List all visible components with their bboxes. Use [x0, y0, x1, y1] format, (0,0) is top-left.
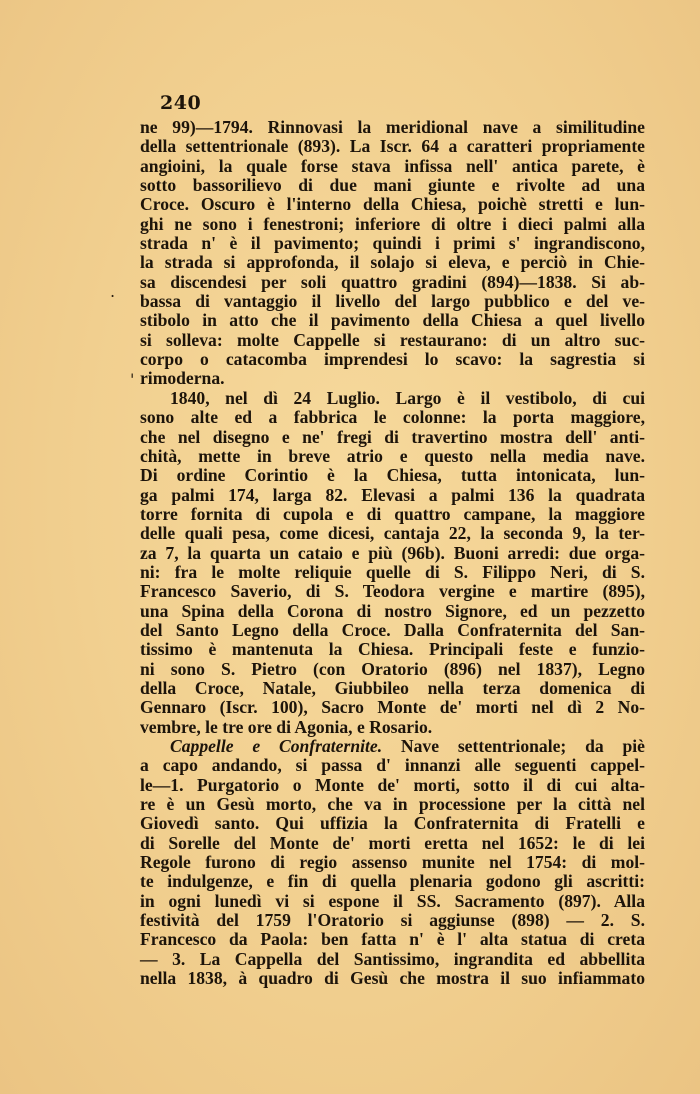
text-line: a capo andando, si passa d' innanzi alle seguenti cappel- [140, 755, 645, 776]
text-line: chità, mette in breve atrio e questo nella media nave. [140, 445, 645, 466]
text-line: te indulgenze, e fin di quella plenaria godono gli ascritti: [140, 871, 645, 892]
text-line: Giovedì santo. Qui uffizia la Confraternita di Fratelli e [140, 813, 645, 834]
text-line: della settentrionale (893). La Iscr. 64 a caratteri propriamente [140, 136, 645, 157]
text-line: ga palmi 174, larga 82. Elevasi a palmi 136 la quadrata [140, 484, 645, 505]
text-line: in ogni lunedì vi si espone il SS. Sacramento (897). Alla [140, 890, 645, 911]
section-heading-line: Cappelle e Confraternite. Nave settentrionale; da piè [170, 736, 645, 756]
text-line: sono alte ed a fabbrica le colonne: la porta maggiore, [140, 407, 645, 428]
text-line: corpo o catacomba imprendesi lo scavo: la sagrestia si [140, 349, 645, 370]
text-line: rimoderna. [140, 368, 225, 389]
text-line: strada n' è il pavimento; quindi i primi s' ingrandiscono, [140, 233, 645, 254]
text-line: ni sono S. Pietro (con Oratorio (896) nel 1837), Legno [140, 658, 645, 679]
text-line: la strada si approfonda, il solajo si eleva, e perciò in Chie- [140, 252, 645, 273]
text-line: che nel disegno e ne' fregi di travertino mostra dell' anti- [140, 426, 645, 447]
text-line: Regole furono di regio assenso munite nel 1754: di mol- [140, 852, 645, 873]
text-line: della Croce, Natale, Giubbileo nella terza domenica di [140, 677, 645, 698]
text-line: nella 1838, à quadro di Gesù che mostra il suo infiammato [140, 968, 645, 989]
text-line: torre fornita di cupola e di quattro campane, la maggiore [140, 503, 645, 524]
text-line: Gennaro (Iscr. 100), Sacro Monte de' morti nel dì 2 No- [140, 697, 645, 718]
text-line: Francesco Saverio, di S. Teodora vergine e martire (895), [140, 581, 645, 602]
paragraph-start-line: 1840, nel dì 24 Luglio. Largo è il vestibolo, di cui [170, 387, 645, 408]
text-line: — 3. La Cappella del Santissimo, ingrandita ed abbellita [140, 948, 645, 969]
text-line: bassa di vantaggio il livello del largo pubblico e del ve- [140, 291, 645, 312]
text-line: ghi ne sono i fenestroni; inferiore di oltre i dieci palmi alla [140, 213, 645, 234]
text-line: Francesco da Paola: ben fatta n' è l' alta statua di creta [140, 929, 645, 950]
text-line: si solleva: molte Cappelle si restaurano: di un altro suc- [140, 329, 645, 350]
text-line: ne 99)—1794. Rinnovasi la meridional nave a similitudine [140, 117, 645, 137]
text-line: ni: fra le molte reliquie quelle di S. Filippo Neri, di S. [140, 561, 645, 582]
text-line: Di ordine Corintio è la Chiesa, tutta intonicata, lun- [140, 465, 645, 486]
text-line: sotto bassorilievo di due mani giunte e rivolte ad una [140, 175, 645, 196]
text-line: delle quali pesa, come dicesi, cantaja 22, la seconda 9, la ter- [140, 523, 645, 544]
text-line: Croce. Oscuro è l'interno della Chiesa, poichè stretti e lun- [140, 194, 645, 215]
text-line: sa discendesi per soli quattro gradini (894)—1838. Si ab- [140, 271, 645, 292]
page-number: 240 [160, 92, 202, 114]
text-line: festività del 1759 l'Oratorio si aggiunse (898) — 2. S. [140, 910, 645, 931]
stray-mark: . [110, 282, 116, 301]
stray-mark: ' [130, 370, 135, 389]
text-line: vembre, le tre ore di Agonia, e Rosario. [140, 716, 433, 737]
text-line: tissimo è mantenuta la Chiesa. Principali feste e funzio- [140, 639, 645, 660]
text-line: za 7, la quarta un cataio e più (96b). Buoni arredi: due orga- [140, 542, 645, 563]
text-line: di Sorelle del Monte de' morti eretta nel 1652: le di lei [140, 832, 645, 853]
text-line: angioini, la quale forse stava infissa nell' antica parete, è [140, 155, 645, 176]
text-line: del Santo Legno della Croce. Dalla Confraternita del San- [140, 619, 645, 640]
text-line: le—1. Purgatorio o Monte de' morti, sotto il di cui alta- [140, 774, 645, 795]
text-line: una Spina della Corona di nostro Signore, ed un pezzetto [140, 600, 645, 621]
body-text [140, 118, 645, 988]
text-line: re è un Gesù morto, che va in processione per la città nel [140, 794, 645, 815]
section-heading: Cappelle e Confraternite. [170, 736, 383, 756]
text-line: stibolo in atto che il pavimento della Chiesa a quel livello [140, 310, 645, 331]
